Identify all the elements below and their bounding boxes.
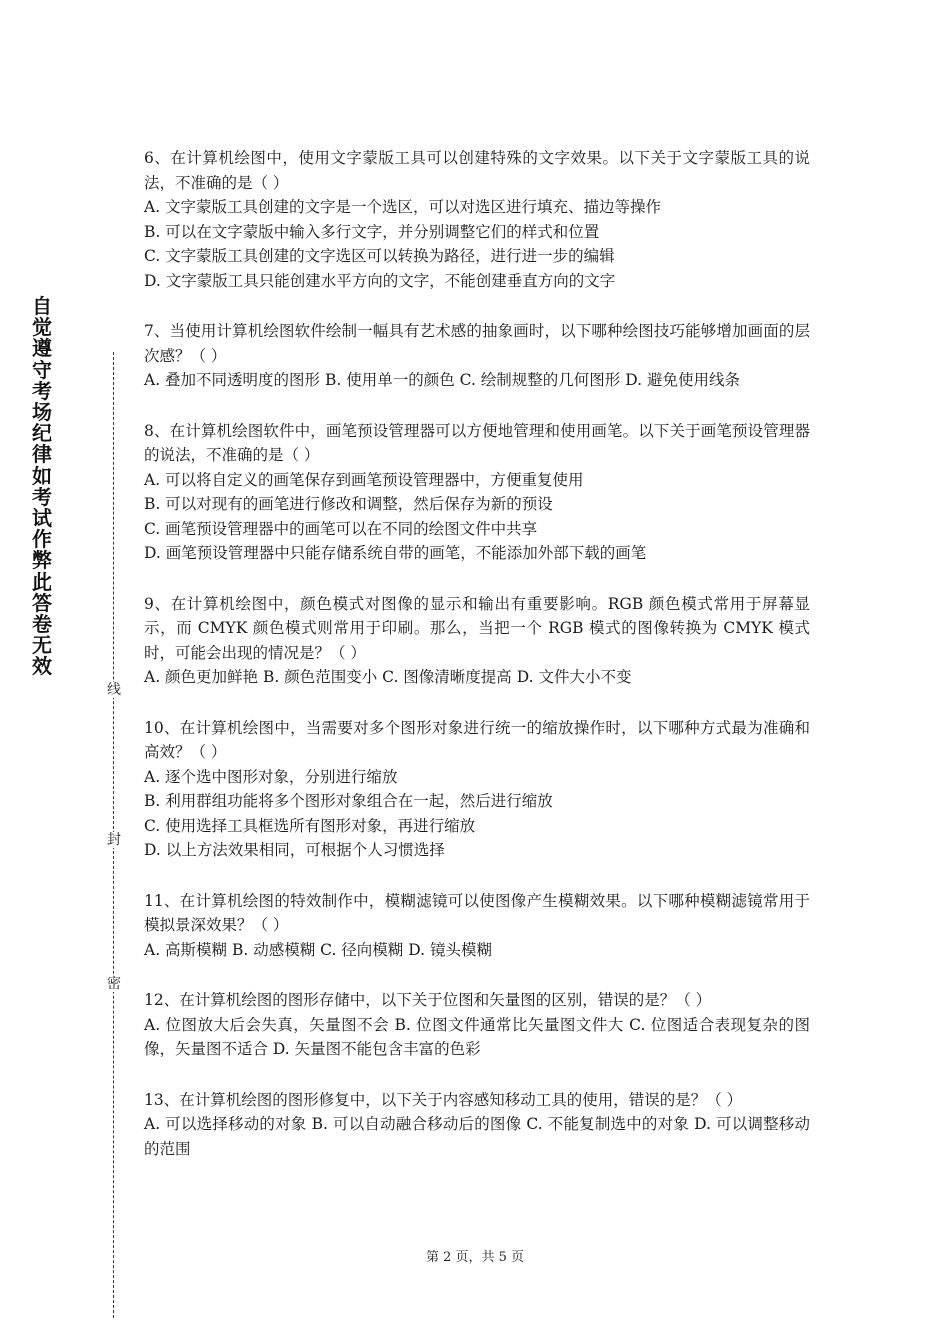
question-text: 7、当使用计算机绘图软件绘制一幅具有艺术感的抽象画时，以下哪种绘图技巧能够增加画面的层次感？（ ） <box>144 322 810 365</box>
options-line: A. 叠加不同透明度的图形 B. 使用单一的颜色 C. 绘制规整的几何图形 D. 避免使用线条 <box>144 371 740 389</box>
question-10 <box>144 716 810 863</box>
question-text: 13、在计算机绘图的图形修复中，以下关于内容感知移动工具的使用，错误的是？（ ） <box>144 1090 743 1109</box>
question-text: 9、在计算机绘图中，颜色模式对图像的显示和输出有重要影响。RGB 颜色模式常用于屏幕显示，而 CMYK 颜色模式则常用于印刷。那么，当把一个 RGB 模式的图像转换为 CMYK 模式时，可能会出现的情况是？（ ） <box>144 594 810 662</box>
question-12 <box>144 988 810 1062</box>
option-a: A. 文字蒙版工具创建的文字是一个选区，可以对选区进行填充、描边等操作 <box>144 198 662 216</box>
exam-rules-warning: 自觉遵守考场纪律如考试作弊此答卷无效 <box>32 294 52 679</box>
question-text: 6、在计算机绘图中，使用文字蒙版工具可以创建特殊的文字效果。以下关于文字蒙版工具的说法，不准确的是（ ） <box>144 149 810 192</box>
question-text: 10、在计算机绘图中，当需要对多个图形对象进行统一的缩放操作时，以下哪种方式最为准确和高效？（ ） <box>144 718 810 761</box>
question-7 <box>144 319 810 393</box>
option-d: D. 以上方法效果相同，可根据个人习惯选择 <box>144 841 445 859</box>
question-8 <box>144 419 810 566</box>
option-b: B. 可以在文字蒙版中输入多行文字，并分别调整它们的样式和位置 <box>144 222 600 241</box>
option-c: C. 文字蒙版工具创建的文字选区可以转换为路径，进行进一步的编辑 <box>144 247 615 265</box>
option-b: B. 可以对现有的画笔进行修改和调整，然后保存为新的预设 <box>144 495 553 513</box>
options-line: A. 位图放大后会失真，矢量图不会 B. 位图文件通常比矢量图文件大 C. 位图适合表现复杂的图像，矢量图不适合 D. 矢量图不能包含丰富的色彩 <box>144 1015 810 1058</box>
option-d: D. 画笔预设管理器中只能存储系统自带的画笔，不能添加外部下载的画笔 <box>144 544 647 562</box>
option-d: D. 文字蒙版工具只能创建水平方向的文字，不能创建垂直方向的文字 <box>144 271 616 290</box>
question-list <box>144 146 810 1187</box>
question-6 <box>144 146 810 293</box>
option-c: C. 使用选择工具框选所有图形对象，再进行缩放 <box>144 816 476 835</box>
options-line: A. 高斯模糊 B. 动感模糊 C. 径向模糊 D. 镜头模糊 <box>144 940 492 959</box>
question-13 <box>144 1088 810 1162</box>
option-c: C. 画笔预设管理器中的画笔可以在不同的绘图文件中共享 <box>144 519 538 538</box>
binding-label-line: 线 <box>107 682 121 698</box>
page-number: 第 2 页，共 5 页 <box>425 1250 525 1265</box>
question-9 <box>144 592 810 690</box>
question-text: 8、在计算机绘图软件中，画笔预设管理器可以方便地管理和使用画笔。以下关于画笔预设管理器的说法，不准确的是（ ） <box>144 421 810 464</box>
options-line: A. 颜色更加鲜艳 B. 颜色范围变小 C. 图像清晰度提高 D. 文件大小不变 <box>144 668 632 686</box>
option-a: A. 可以将自定义的画笔保存到画笔预设管理器中，方便重复使用 <box>144 470 584 489</box>
options-line: A. 可以选择移动的对象 B. 可以自动融合移动后的图像 C. 不能复制选中的对象 D. 可以调整移动的范围 <box>144 1115 810 1158</box>
question-text: 12、在计算机绘图的图形存储中，以下关于位图和矢量图的区别，错误的是？（ ） <box>144 991 712 1009</box>
binding-label-secret: 密 <box>107 976 121 992</box>
question-11 <box>144 889 810 963</box>
question-text: 11、在计算机绘图的特效制作中，模糊滤镜可以使图像产生模糊效果。以下哪种模糊滤镜常用于模拟景深效果？（ ） <box>144 891 810 934</box>
option-a: A. 逐个选中图形对象，分别进行缩放 <box>144 767 398 786</box>
binding-label-seal: 封 <box>107 832 121 848</box>
option-b: B. 利用群组功能将多个图形对象组合在一起，然后进行缩放 <box>144 792 553 810</box>
